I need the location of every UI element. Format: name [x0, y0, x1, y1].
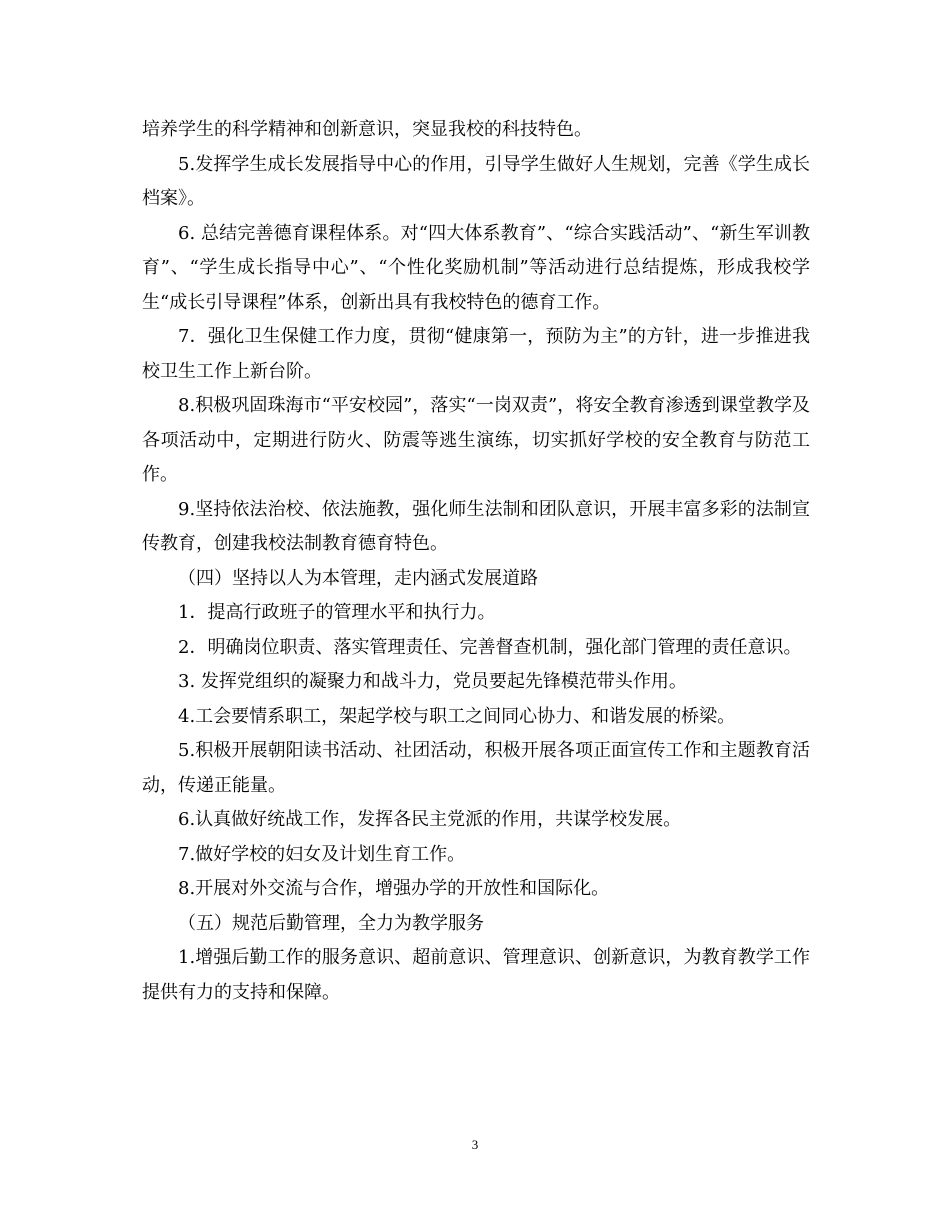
- paragraph-14: 8.开展对外交流与合作，增强办学的开放性和国际化。: [178, 878, 610, 899]
- paragraph-13: 7.做好学校的妇女及计划生育工作。: [178, 843, 466, 865]
- page-number: 3: [471, 1137, 479, 1152]
- paragraph-5: 8.积极巩固珠海市“平安校园”，落实“一岗双责”，将安全教育渗透到课堂教学及各项活动中，定期进行防火、防震等逃生演练，切实抓好学校的安全教育与防范工作。: [142, 395, 810, 485]
- paragraph-8: 2．明确岗位职责、落实管理责任、完善督查机制，强化部门管理的责任意识。: [178, 636, 802, 658]
- paragraph-1: 培养学生的科学精神和创新意识，突显我校的科技特色。: [142, 119, 592, 140]
- paragraph-15: 1.增强后勤工作的服务意识、超前意识、管理意识、创新意识，为教育教学工作提供有力的支持和保障。: [142, 947, 810, 1003]
- paragraph-11: 5.积极开展朝阳读书活动、社团活动，积极开展各项正面宣传工作和主题教育活动，传递正能量。: [142, 740, 810, 796]
- paragraph-10: 4.工会要情系职工，架起学校与职工之间同心协力、和谐发展的桥梁。: [178, 705, 736, 727]
- paragraph-4: 7．强化卫生保健工作力度，贯彻“健康第一，预防为主”的方针，进一步推进我校卫生工作上新台阶。: [142, 326, 810, 382]
- section-heading-4: （四）坚持以人为本管理，走内涵式发展道路: [178, 567, 538, 589]
- paragraph-6: 9.坚持依法治校、依法施教，强化师生法制和团队意识，开展丰富多彩的法制宣传教育，创建我校法制教育德育特色。: [142, 498, 810, 554]
- page-body: [142, 113, 810, 1010]
- paragraph-7: 1．提高行政班子的管理水平和执行力。: [178, 602, 496, 623]
- section-heading-5: （五）规范后勤管理，全力为教学服务: [178, 912, 484, 934]
- paragraph-12: 6.认真做好统战工作，发挥各民主党派的作用，共谋学校发展。: [178, 809, 682, 830]
- paragraph-3: 6. 总结完善德育课程体系。对“四大体系教育”、“综合实践活动”、“新生军训教育”、“学生成长指导中心”、“个性化奖励机制”等活动进行总结提炼，形成我校学生“成长引导课程”体系，创新出具有我校特色的德育工作。: [142, 222, 810, 313]
- paragraph-2: 5.发挥学生成长发展指导中心的作用，引导学生做好人生规划，完善《学生成长档案》。: [142, 153, 810, 209]
- paragraph-9: 3. 发挥党组织的凝聚力和战斗力，党员要起先锋模范带头作用。: [178, 671, 687, 692]
